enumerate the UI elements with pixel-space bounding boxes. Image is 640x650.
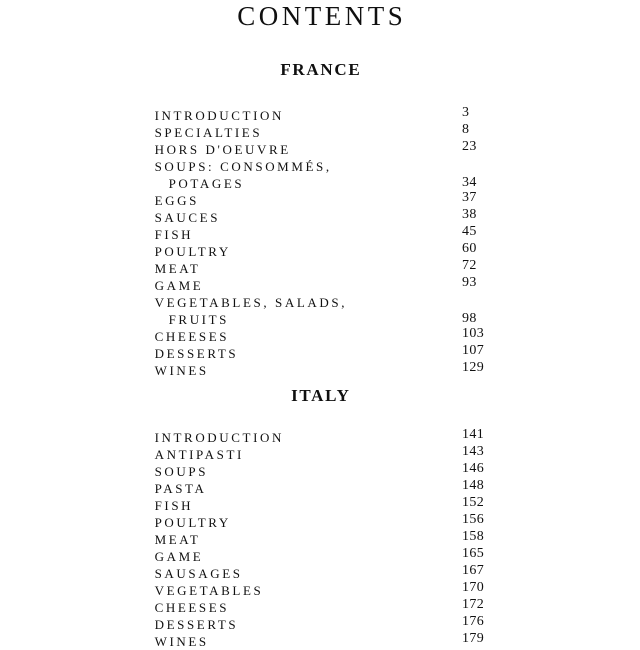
toc-entry-label: SPECIALTIES bbox=[154, 125, 263, 140]
toc-entry-page-number: 158 bbox=[462, 529, 485, 544]
toc-entry-page-number: 107 bbox=[462, 343, 485, 358]
toc-entry-row[interactable] bbox=[0, 497, 640, 514]
toc-entry-row[interactable] bbox=[0, 362, 640, 379]
toc-entry-row[interactable] bbox=[0, 548, 640, 565]
toc-entry-page-number: 165 bbox=[462, 546, 485, 561]
toc-entry-page-number: 156 bbox=[462, 512, 485, 527]
toc-entry-page-number: 129 bbox=[462, 360, 485, 375]
toc-entry-row[interactable] bbox=[0, 311, 640, 328]
toc-entry-page-number: 3 bbox=[462, 105, 470, 120]
page-title: CONTENTS bbox=[237, 1, 407, 31]
toc-entry-label: WINES bbox=[154, 634, 209, 649]
toc-entry-page-number: 45 bbox=[462, 224, 477, 239]
toc-entry-page-number: 93 bbox=[462, 275, 477, 290]
toc-entry-row[interactable] bbox=[0, 124, 640, 141]
toc-entry-row[interactable] bbox=[0, 616, 640, 633]
toc-entry-label: MEAT bbox=[154, 261, 201, 276]
toc-entry-row[interactable] bbox=[0, 158, 640, 175]
toc-entry-label: PASTA bbox=[154, 481, 207, 496]
toc-entry-label: FRUITS bbox=[168, 312, 229, 327]
toc-entry-page-number: 179 bbox=[462, 631, 485, 646]
toc-entry-page-number: 148 bbox=[462, 478, 485, 493]
toc-entry-page-number: 8 bbox=[462, 122, 470, 137]
toc-entry-row[interactable] bbox=[0, 480, 640, 497]
toc-entry-row[interactable] bbox=[0, 209, 640, 226]
toc-entry-label: WINES bbox=[154, 363, 209, 378]
toc-entry-label: VEGETABLES, SALADS, bbox=[154, 295, 348, 310]
toc-entry-row[interactable] bbox=[0, 531, 640, 548]
toc-entry-row[interactable] bbox=[0, 429, 640, 446]
toc-entry-row[interactable] bbox=[0, 328, 640, 345]
section-heading-italy: ITALY bbox=[291, 386, 351, 405]
toc-entry-label: DESSERTS bbox=[154, 617, 239, 632]
toc-entry-page-number: 167 bbox=[462, 563, 485, 578]
toc-entry-page-number: 34 bbox=[462, 175, 477, 190]
toc-entry-label: FISH bbox=[154, 498, 194, 513]
toc-entry-label: EGGS bbox=[154, 193, 199, 208]
toc-entry-page-number: 98 bbox=[462, 311, 477, 326]
toc-entry-row[interactable] bbox=[0, 277, 640, 294]
toc-list-france bbox=[0, 107, 640, 379]
toc-entry-label: SAUCES bbox=[154, 210, 221, 225]
toc-entry-row[interactable] bbox=[0, 226, 640, 243]
toc-entry-label: SOUPS bbox=[154, 464, 209, 479]
toc-entry-label: POULTRY bbox=[154, 244, 231, 259]
toc-entry-page-number: 170 bbox=[462, 580, 485, 595]
toc-entry-page-number: 152 bbox=[462, 495, 485, 510]
toc-entry-row[interactable] bbox=[0, 599, 640, 616]
toc-entry-label: DESSERTS bbox=[154, 346, 239, 361]
toc-entry-row[interactable] bbox=[0, 633, 640, 650]
toc-entry-row[interactable] bbox=[0, 446, 640, 463]
toc-entry-page-number: 146 bbox=[462, 461, 485, 476]
toc-entry-page-number: 143 bbox=[462, 444, 485, 459]
toc-entry-label: VEGETABLES bbox=[154, 583, 264, 598]
toc-entry-label: CHEESES bbox=[154, 329, 230, 344]
section-heading-france: FRANCE bbox=[280, 60, 362, 79]
toc-entry-row[interactable] bbox=[0, 175, 640, 192]
toc-entry-label: GAME bbox=[154, 278, 204, 293]
toc-entry-label: CHEESES bbox=[154, 600, 230, 615]
toc-entry-row[interactable] bbox=[0, 107, 640, 124]
toc-entry-page-number: 172 bbox=[462, 597, 485, 612]
toc-entry-page-number: 38 bbox=[462, 207, 477, 222]
toc-entry-label: GAME bbox=[154, 549, 204, 564]
toc-entry-row[interactable] bbox=[0, 192, 640, 209]
toc-entry-page-number: 141 bbox=[462, 427, 485, 442]
toc-entry-label: INTRODUCTION bbox=[154, 430, 285, 445]
toc-entry-label: MEAT bbox=[154, 532, 201, 547]
toc-entry-row[interactable] bbox=[0, 345, 640, 362]
toc-entry-page-number: 60 bbox=[462, 241, 477, 256]
toc-entry-page-number: 37 bbox=[462, 190, 477, 205]
toc-entry-page-number: 176 bbox=[462, 614, 485, 629]
toc-entry-row[interactable] bbox=[0, 582, 640, 599]
toc-entry-row[interactable] bbox=[0, 243, 640, 260]
toc-entry-row[interactable] bbox=[0, 463, 640, 480]
toc-entry-label: ANTIPASTI bbox=[154, 447, 244, 462]
toc-entry-page-number: 103 bbox=[462, 326, 485, 341]
toc-entry-row[interactable] bbox=[0, 294, 640, 311]
toc-entry-page-number: 23 bbox=[462, 139, 477, 154]
toc-entry-label: HORS D'OEUVRE bbox=[154, 142, 291, 157]
toc-entry-label: SAUSAGES bbox=[154, 566, 243, 581]
toc-entry-label: SOUPS: CONSOMMÉS, bbox=[154, 159, 332, 174]
toc-entry-label: FISH bbox=[154, 227, 194, 242]
toc-entry-row[interactable] bbox=[0, 565, 640, 582]
toc-entry-label: POULTRY bbox=[154, 515, 231, 530]
toc-list-italy bbox=[0, 429, 640, 650]
toc-entry-page-number: 72 bbox=[462, 258, 477, 273]
toc-entry-row[interactable] bbox=[0, 260, 640, 277]
toc-entry-row[interactable] bbox=[0, 141, 640, 158]
toc-entry-row[interactable] bbox=[0, 514, 640, 531]
toc-entry-label: INTRODUCTION bbox=[154, 108, 285, 123]
toc-entry-label: POTAGES bbox=[168, 176, 245, 191]
